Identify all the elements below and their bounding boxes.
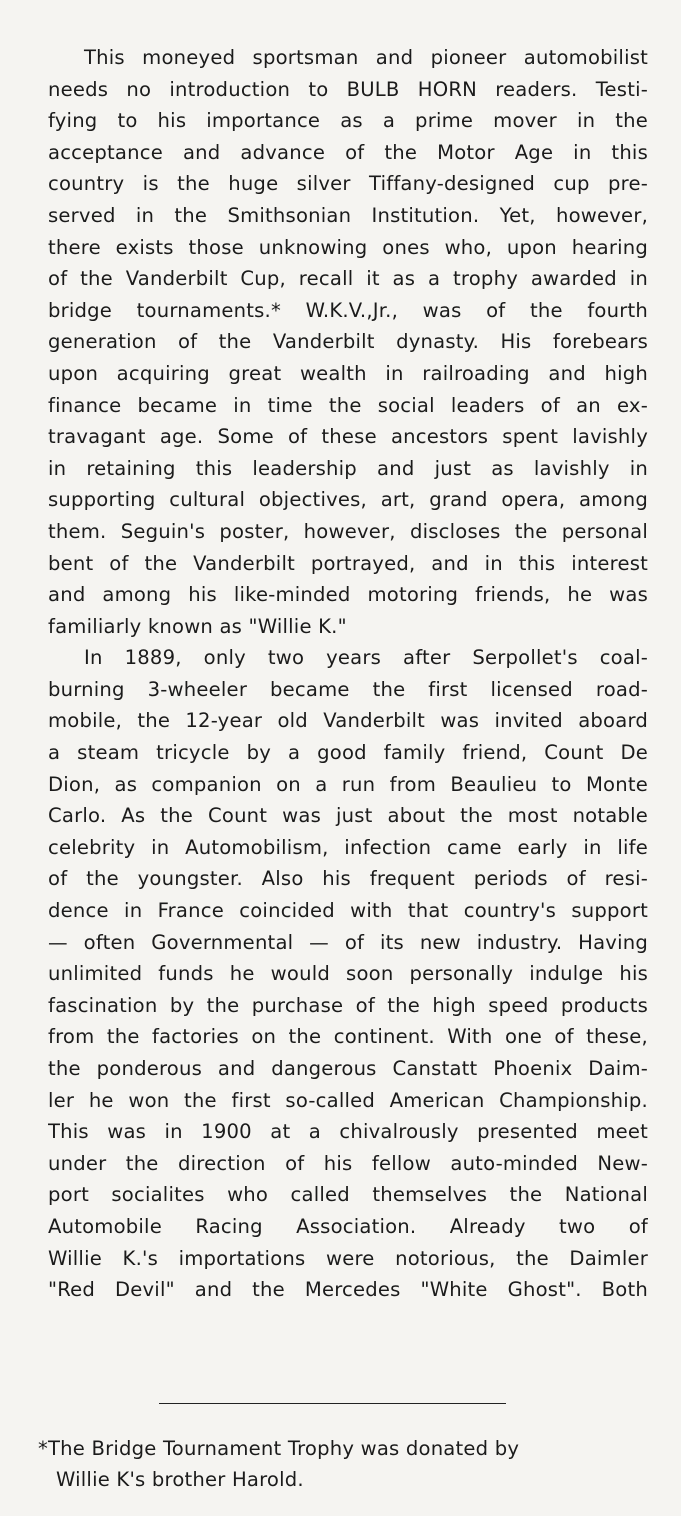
text-line: Carlo. As the Count was just about the most notable	[48, 804, 648, 828]
text-line: ler he won the first so-called American Championship.	[48, 1088, 648, 1112]
text-line: travagant age. Some of these ancestors spent lavishly	[48, 425, 648, 449]
text-line: fying to his importance as a prime mover in the	[48, 109, 648, 133]
text-line: supporting cultural objectives, art, grand opera, among	[48, 488, 648, 512]
article-body	[48, 42, 648, 1306]
text-line: port socialites who called themselves the National	[48, 1183, 648, 1207]
text-line: generation of the Vanderbilt dynasty. His forebears	[48, 330, 648, 354]
text-line: under the direction of his fellow auto-minded New-	[48, 1151, 648, 1175]
text-line: This was in 1900 at a chivalrously presented meet	[48, 1120, 648, 1144]
text-line: fascination by the purchase of the high speed products	[48, 993, 648, 1017]
text-line: finance became in time the social leaders of an ex-	[48, 393, 648, 417]
text-line: — often Governmental — of its new industry. Having	[48, 930, 648, 954]
text-line: needs no introduction to BULB HORN readers. Testi-	[48, 77, 648, 101]
footnote-line: Willie K's brother Harold.	[56, 1468, 304, 1491]
text-line: upon acquiring great wealth in railroading and high	[48, 361, 648, 385]
text-line: there exists those unknowing ones who, upon hearing	[48, 235, 648, 259]
text-line: bent of the Vanderbilt portrayed, and in this interest	[48, 551, 648, 575]
text-line: Willie K.'s importations were notorious, the Daimler	[48, 1246, 648, 1270]
text-line: Dion, as companion on a run from Beaulieu to Monte	[48, 772, 648, 796]
text-line: This moneyed sportsman and pioneer automobilist	[84, 46, 648, 69]
text-line: the ponderous and dangerous Canstatt Phoenix Daim-	[48, 1057, 648, 1080]
text-line: in retaining this leadership and just as lavishly in	[48, 456, 648, 480]
text-line: bridge tournaments.* W.K.V.,Jr., was of the fourth	[48, 298, 648, 322]
text-line: a steam tricycle by a good family friend, Count De	[48, 741, 648, 765]
text-line: country is the huge silver Tiffany-designed cup pre-	[48, 172, 648, 196]
text-line: familiarly known as "Willie K."	[48, 614, 347, 638]
text-line: of the youngster. Also his frequent periods of resi-	[48, 867, 648, 891]
text-line: them. Seguin's poster, however, discloses the personal	[48, 519, 648, 543]
text-line: In 1889, only two years after Serpollet's coal-	[84, 646, 648, 670]
text-line: mobile, the 12-year old Vanderbilt was invited aboard	[48, 709, 648, 733]
text-line: unlimited funds he would soon personally indulge his	[48, 962, 648, 986]
footnote-divider	[159, 1403, 506, 1404]
text-line: of the Vanderbilt Cup, recall it as a trophy awarded in	[48, 267, 648, 291]
text-line: and among his like-minded motoring friends, he was	[48, 583, 648, 607]
text-line: celebrity in Automobilism, infection came early in life	[48, 835, 648, 859]
text-line: acceptance and advance of the Motor Age in this	[48, 140, 648, 164]
text-line: dence in France coincided with that country's support	[48, 899, 648, 923]
text-line: burning 3-wheeler became the first licensed road-	[48, 677, 648, 701]
text-line: "Red Devil" and the Mercedes "White Ghost". Both	[48, 1278, 648, 1302]
text-line: from the factories on the continent. With one of these,	[48, 1025, 648, 1049]
text-line: served in the Smithsonian Institution. Yet, however,	[48, 203, 648, 227]
footnote	[38, 1433, 658, 1495]
footnote-line: *The Bridge Tournament Trophy was donated by	[38, 1437, 520, 1460]
text-line: Automobile Racing Association. Already two of	[48, 1214, 648, 1238]
